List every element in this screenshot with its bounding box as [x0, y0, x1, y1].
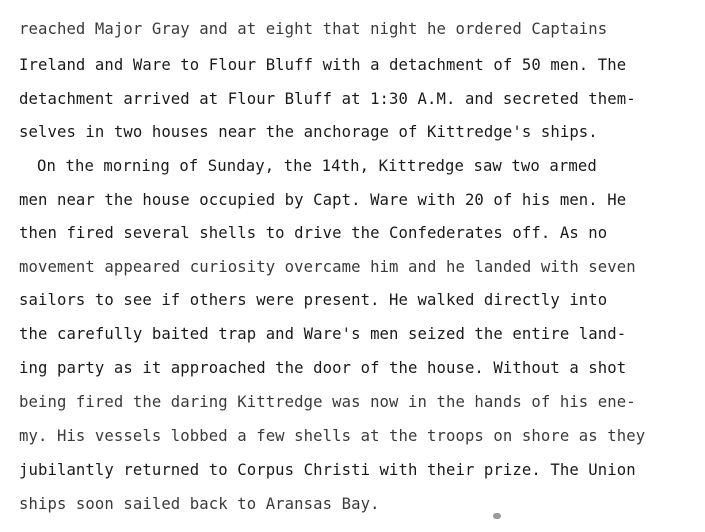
text-line-9: sailors to see if others were present. He walked directly into: [19, 291, 608, 309]
text-line-10: the carefully baited trap and Ware's men seized the entire land-: [19, 325, 627, 343]
text-line-11: ing party as it approached the door of the house. Without a shot: [19, 359, 627, 377]
text-line-12: being fired the daring Kittredge was now in the hands of his ene-: [19, 393, 636, 411]
text-line-6: men near the house occupied by Capt. Ware with 20 of his men. He: [19, 191, 627, 209]
text-line-3: detachment arrived at Flour Bluff at 1:30 A.M. and secreted them-: [19, 90, 636, 108]
text-line-14: jubilantly returned to Corpus Christi with their prize. The Union: [19, 461, 636, 479]
ink-speck: [493, 513, 501, 519]
text-line-4: selves in two houses near the anchorage of Kittredge's ships.: [19, 123, 598, 141]
text-line-8: movement appeared curiosity overcame him and he landed with seven: [19, 258, 636, 276]
text-line-15: ships soon sailed back to Aransas Bay.: [19, 495, 380, 513]
text-line-1: reached Major Gray and at eight that night he ordered Captains: [19, 20, 608, 38]
text-line-7: then fired several shells to drive the Confederates off. As no: [19, 224, 608, 242]
text-line-13: my. His vessels lobbed a few shells at the troops on shore as they: [19, 427, 646, 445]
text-line-2: Ireland and Ware to Flour Bluff with a detachment of 50 men. The: [19, 56, 627, 74]
text-line-5: On the morning of Sunday, the 14th, Kittredge saw two armed: [37, 157, 597, 175]
